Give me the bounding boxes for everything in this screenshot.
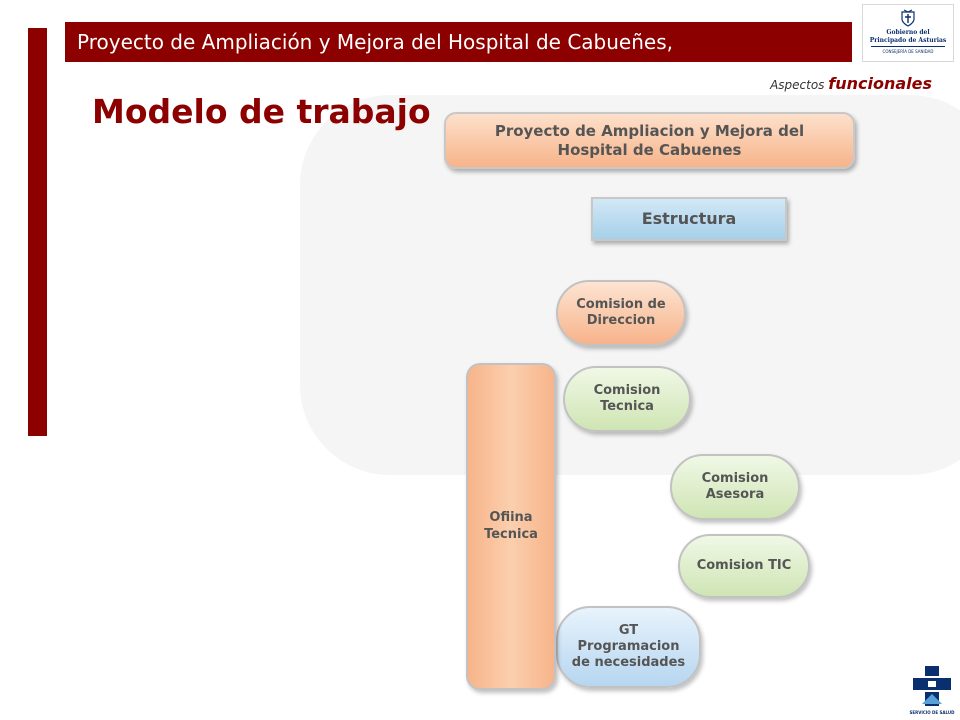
comision-direccion-node: Comision de Direccion xyxy=(556,280,686,346)
logo-line-2: Principado de Asturias xyxy=(869,37,947,44)
logo-divider xyxy=(871,46,945,47)
gt-programacion-node: GT Programacion de necesidades xyxy=(556,606,701,688)
logo-line-3: CONSEJERÍA DE SANIDAD xyxy=(882,49,934,54)
comision-asesora-node: Comision Asesora xyxy=(670,454,800,520)
header-banner xyxy=(65,22,852,62)
header-title: Proyecto de Ampliación y Mejora del Hospital de Cabueñes, xyxy=(77,30,673,54)
page-title: Modelo de trabajo xyxy=(92,92,431,131)
crest-icon xyxy=(899,9,917,27)
logo-line-1: Gobierno del xyxy=(886,29,930,36)
subtitle-light: Aspectos xyxy=(770,78,825,92)
oficina-tecnica-node: Ofiina Tecnica xyxy=(466,363,556,690)
subtitle-strong: funcionales xyxy=(828,74,932,93)
comision-tecnica-node: Comision Tecnica xyxy=(563,366,691,432)
structure-box: Estructura xyxy=(591,197,787,241)
section-subtitle xyxy=(770,74,932,93)
project-box: Proyecto de Ampliacion y Mejora del Hospital de Cabuenes xyxy=(444,112,855,169)
health-service-logo-icon xyxy=(910,664,954,716)
comision-tic-node: Comision TIC xyxy=(678,534,810,598)
health-service-text: SERVICIO DE SALUD xyxy=(909,710,955,715)
government-logo xyxy=(862,4,954,62)
left-accent-bar xyxy=(28,28,47,436)
